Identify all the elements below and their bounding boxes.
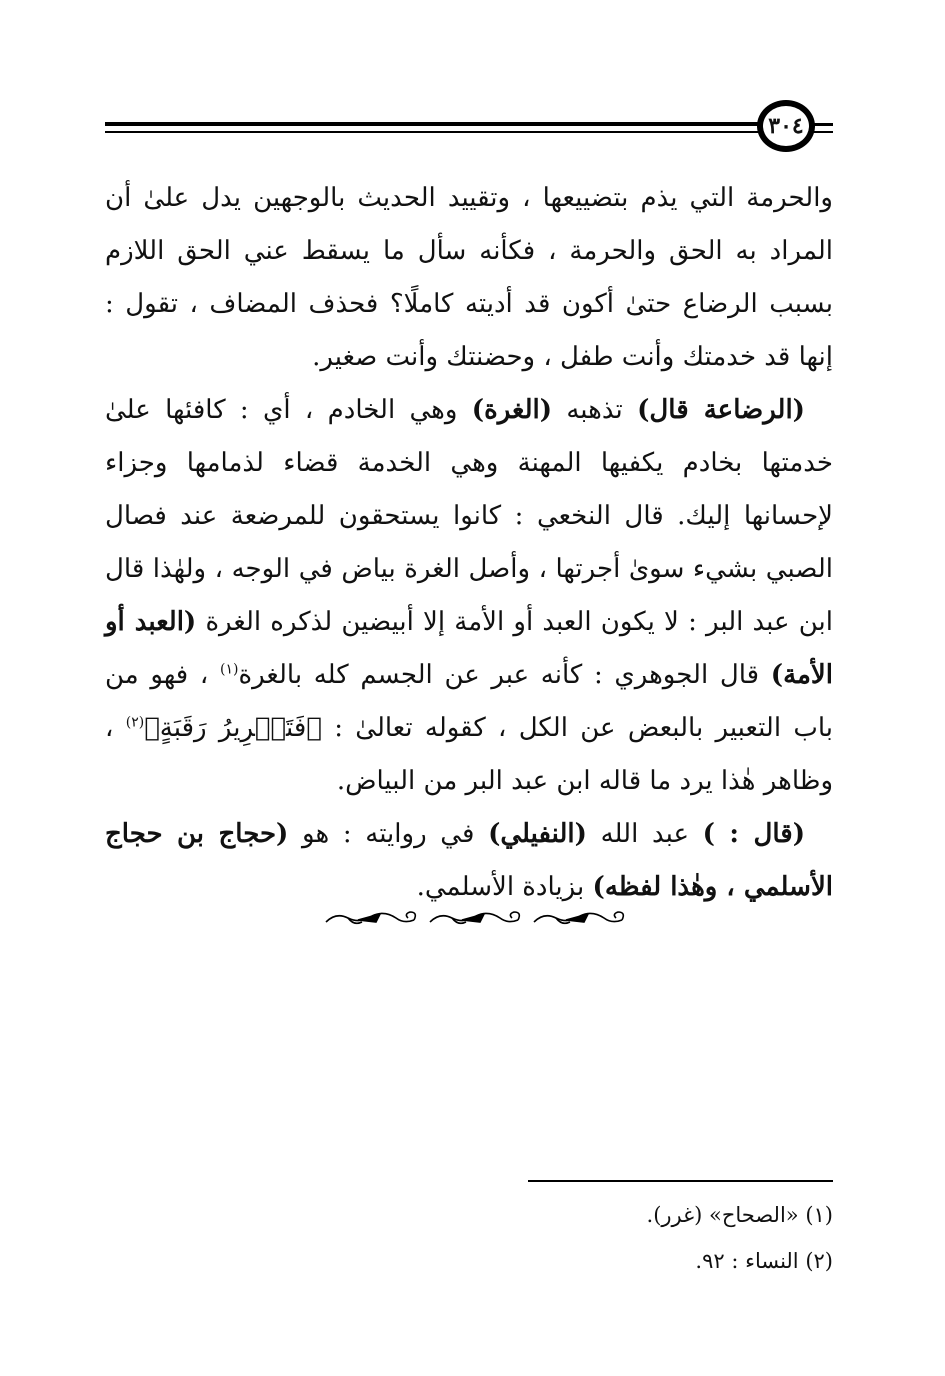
text-run: تذهبه bbox=[552, 395, 638, 425]
quoted-term: (النفيلي) bbox=[488, 819, 587, 849]
paragraph-3 bbox=[105, 808, 833, 914]
page-header bbox=[105, 100, 833, 160]
footnote-1: (١) «الصحاح» (غرر). bbox=[646, 1203, 833, 1227]
quoted-term: (قال : ) bbox=[702, 819, 805, 849]
text-line: حتىٰ أكون قد أديته كاملًا؟ فحذف المضاف ، تقول : إنها قد خدمتك bbox=[105, 289, 833, 372]
flourish-left bbox=[326, 912, 415, 923]
text-run: قال الجوهري : كأنه عبر عن الجسم كله بالغرة bbox=[238, 660, 771, 690]
footnote-separator bbox=[528, 1180, 833, 1182]
footnote-2: (٢) النساء : ٩٢. bbox=[695, 1249, 833, 1273]
header-rule-top bbox=[105, 122, 763, 126]
text-run: في روايته : هو bbox=[288, 819, 489, 849]
footnote-ref: (١) bbox=[220, 661, 239, 678]
text-line: وأنت طفل ، وحضنتك وأنت صغير. bbox=[312, 342, 675, 372]
text-line: به الحق والحرمة ، فكأنه سأل ما يسقط عني الحق اللازم بسبب الرضاع bbox=[105, 236, 834, 319]
flourish-right bbox=[534, 912, 623, 923]
text-run: عبد الله bbox=[586, 819, 703, 849]
paragraph-1 bbox=[105, 172, 833, 384]
quoted-term: (حجاج بن حجاج الأسلمي ، وهٰذا لفظه) bbox=[105, 819, 833, 902]
main-text bbox=[105, 172, 833, 914]
quoted-term: (الرضاعة قال) bbox=[637, 395, 805, 425]
text-line: والحرمة التي يذم بتضييعها ، وتقييد الحديث بالوجهين يدل علىٰ أن المراد bbox=[105, 183, 833, 266]
header-rule-bottom bbox=[105, 131, 763, 133]
text-run: ، وظاهر هٰذا يرد ما قاله ابن عبد البر من البياض. bbox=[105, 713, 833, 796]
text-run: وهي الخادم ، أي : كافئها علىٰ خدمتها بخادم يكفيها المهنة وهي الخدمة قضاء لذمامها وجزاء لإحسانها إليك. قال النخعي : كانوا يستحقون للمرضعة عند فصال الصبي بشيء سوىٰ أجرتها ، وأصل الغرة بياض في الوجه ، ولهٰذا قال ابن عبد البر : لا يكون العبد أو الأمة إلا أبيضين لذكره الغرة bbox=[105, 395, 833, 637]
footnotes bbox=[233, 1192, 833, 1284]
footnote-ref: (٢) bbox=[125, 714, 145, 731]
section-end-ornament bbox=[0, 904, 945, 938]
text-run: بزيادة الأسلمي. bbox=[416, 872, 593, 902]
paragraph-2 bbox=[105, 384, 833, 808]
text-run: ، فهو من باب التعبير بالبعض عن الكل ، كقوله تعالىٰ : ﴿فَتَحۡرِيرُ رَقَبَةٍ﴾ bbox=[105, 660, 834, 743]
flourish-ornament-icon bbox=[318, 904, 628, 934]
quoted-term: (العبد أو الأمة) bbox=[105, 607, 833, 690]
quoted-term: (الغرة) bbox=[471, 395, 553, 425]
flourish-center bbox=[430, 912, 519, 923]
page-number: ٣٠٤ bbox=[757, 100, 815, 152]
